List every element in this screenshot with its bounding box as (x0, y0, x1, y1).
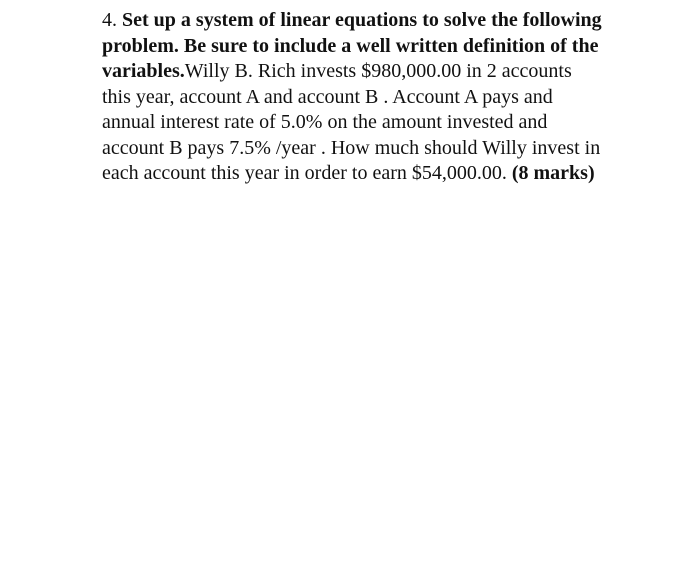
question-instruction: Set up a system of linear equations to solve the following problem. Be sure to include a well written definition of the variables. (102, 9, 602, 82)
question-problem: Willy B. Rich invests $980,000.00 in 2 accounts this year, account A and account B . Account A pays and annual interest rate of 5.0% on the amount invested and account B pays 7.5% /year . How much should Willy invest in each account this year in order to earn $54,000.00. (102, 60, 601, 184)
question-marks: (8 marks) (511, 162, 595, 184)
question-text (102, 8, 602, 187)
question-number: 4. (102, 9, 117, 31)
